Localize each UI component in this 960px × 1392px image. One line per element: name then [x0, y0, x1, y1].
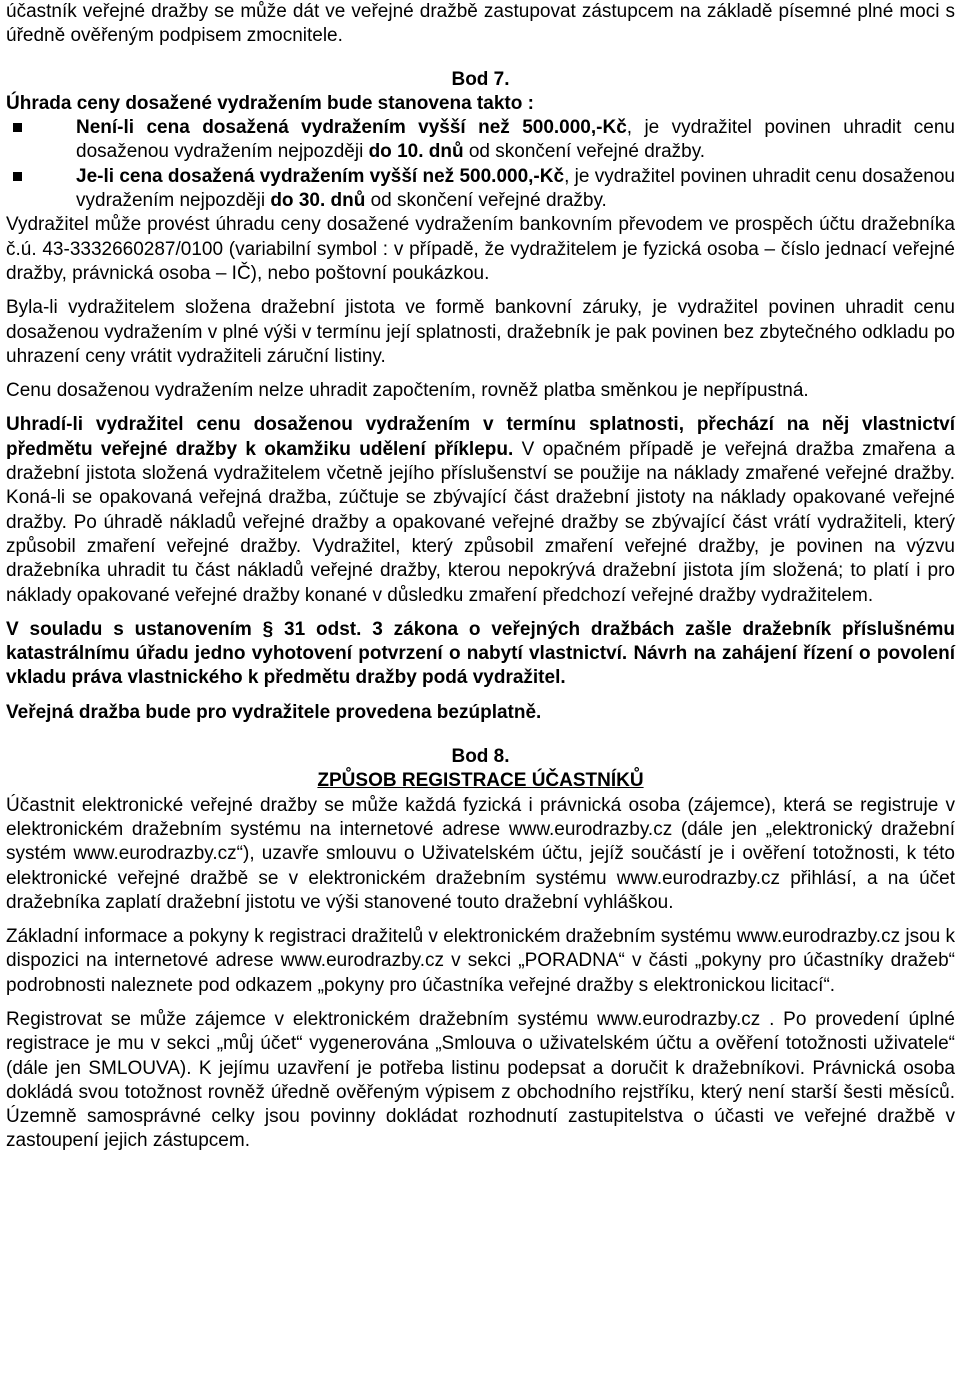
free-of-charge-paragraph: Veřejná dražba bude pro vydražitele provedena bezúplatně.	[6, 701, 542, 723]
cadastre-paragraph: V souladu s ustanovením § 31 odst. 3 zákona o veřejných dražbách zašle dražebník příslušnému katastrálnímu úřadu jedno vyhotovení potvrzení o nabytí vlastnictví. Návrh na zahájení řízení o povolení vkladu práva vlastnického k předmětu dražby podá vydražitel.	[6, 618, 955, 689]
item-text-end: od skončení veřejné dražby.	[365, 190, 607, 212]
ownership-paragraph	[6, 413, 955, 607]
registration-paragraph-1: Účastnit elektronické veřejné dražby se může každá fyzická i právnická osoba (zájemce), která se registruje v elektronickém dražebním systému na internetové adrese www.eurodrazby.cz (dále jen „elektronický dražební systém www.eurodrazby.cz“), uzavře smlouvu o Uživatelském účtu, jejíž součástí je i ověření totožnosti, k této elektronické veřejné dražbě se v elektronickém dražebním systému www.eurodrazby.cz přihlásí, a na účet dražebníka zaplatí dražební jistotu ve výši stanovené touto dražební vyhláškou.	[6, 794, 955, 913]
bod7-lead: Úhrada ceny dosažené vydražením bude stanovena takto :	[6, 92, 534, 114]
item-condition: Je-li cena dosažená vydražením vyšší než 500.000,-Kč	[76, 165, 565, 187]
registration-paragraph-3: Registrovat se může zájemce v elektronickém dražebním systému www.eurodrazby.cz . Po provedení úplné registrace je mu v sekci „můj účet“ vygenerována „Smlouva o uživatelském účtu a ověření totožnosti uživatele“ (dále jen SMLOUVA). K jejímu uzavření je potřeba listinu podepsat a doručit k dražebníkovi. Právnická osoba dokládá svou totožnost rovněž úředně ověřeným výpisem z obchodního rejstříku, který není starší šesti měsíců. Územně samosprávné celky jsou povinny dokládat rozhodnutí zastupitelstva o účasti ve veřejné dražbě v zastoupení jejich zástupcem.	[6, 1008, 955, 1152]
list-item	[76, 165, 955, 214]
registration-paragraph-2: Základní informace a pokyny k registraci dražitelů v elektronickém dražebním systému www.eurodrazby.cz jsou k dispozici na internetové adrese www.eurodrazby.cz v sekci „PORADNA“ v části „pokyny pro účastníky dražeb“ podrobnosti naleznete pod odkazem „pokyny pro účastníka veřejné dražby s elektronickou licitací“.	[6, 926, 955, 996]
bod8-heading: ZPŮSOB REGISTRACE ÚČASTNÍKŮ	[317, 770, 644, 792]
list-item	[76, 116, 955, 165]
item-text-end: od skončení veřejné dražby.	[463, 141, 706, 163]
item-deadline: do 30. dnů	[270, 190, 366, 212]
item-condition: Není-li cena dosažená vydražením vyšší než 500.000,-Kč	[76, 117, 627, 139]
payment-terms-list	[6, 116, 955, 213]
intro-paragraph: účastník veřejné dražby se může dát ve veřejné dražbě zastupovat zástupcem na základě písemné plné moci s úředně ověřeným podpisem zmocnitele.	[6, 1, 955, 47]
ownership-bold: Uhradí-li vydražitel cenu dosaženou vydražením v termínu splatnosti, přechází na něj vlastnictví předmětu veřejné dražby k okamžiku udělení příklepu.	[6, 414, 955, 460]
bank-transfer-paragraph: Vydražitel může provést úhradu ceny dosažené vydražením bankovním převodem ve prospěch účtu dražebníka č.ú. 43-3332660287/0100 (variabilní symbol : v případě, že vydražitelem je fyzická osoba – číslo jednací veřejné dražby, právnická osoba – IČ), nebo poštovní poukázkou.	[6, 214, 955, 284]
item-text: , je vydražitel povinen uhradit cenu dosaženou vydražením nejpozději	[76, 165, 955, 212]
item-text: , je vydražitel povinen uhradit cenu dosaženou vydražením nejpozději	[76, 117, 955, 163]
item-deadline: do 10. dnů	[368, 141, 464, 163]
bullet-square-icon	[13, 172, 22, 181]
bod8-title: Bod 8.	[451, 746, 510, 768]
ownership-rest: V opačném případě je veřejná dražba zmařena a dražební jistota složená vydražitelem včetně jejího příslušenství se použije na náklady zmařené veřejné dražby. Koná-li se opakovaná veřejná dražba, zúčtuje se zbývající část dražební jistoty na náklady opakované veřejné dražby. Po úhradě nákladů veřejné dražby a opakované veřejné dražby se zbývající část vrátí vydražiteli, který způsobil zmaření veřejné dražby. Vydražitel, který způsobil zmaření veřejné dražby, je povinen na výzvu dražebníka uhradit tu část nákladů veřejné dražby, kterou nepokrývá dražební jistota jím složená; to platí i pro náklady opakované veřejné dražby konané v důsledku zmaření předchozí veřejné dražby vydražitelem.	[6, 438, 955, 606]
bod7-title: Bod 7.	[451, 68, 510, 90]
bullet-square-icon	[13, 123, 22, 132]
offset-paragraph: Cenu dosaženou vydražením nelze uhradit započtením, rovněž platba směnkou je nepřípustná.	[6, 380, 809, 402]
guarantee-paragraph: Byla-li vydražitelem složena dražební jistota ve formě bankovní záruky, je vydražitel povinen uhradit cenu dosaženou vydražením v plné výši v termínu její splatnosti, dražebník je pak povinen bez zbytečného odkladu po uhrazení ceny vrátit vydražiteli záruční listiny.	[6, 297, 955, 367]
